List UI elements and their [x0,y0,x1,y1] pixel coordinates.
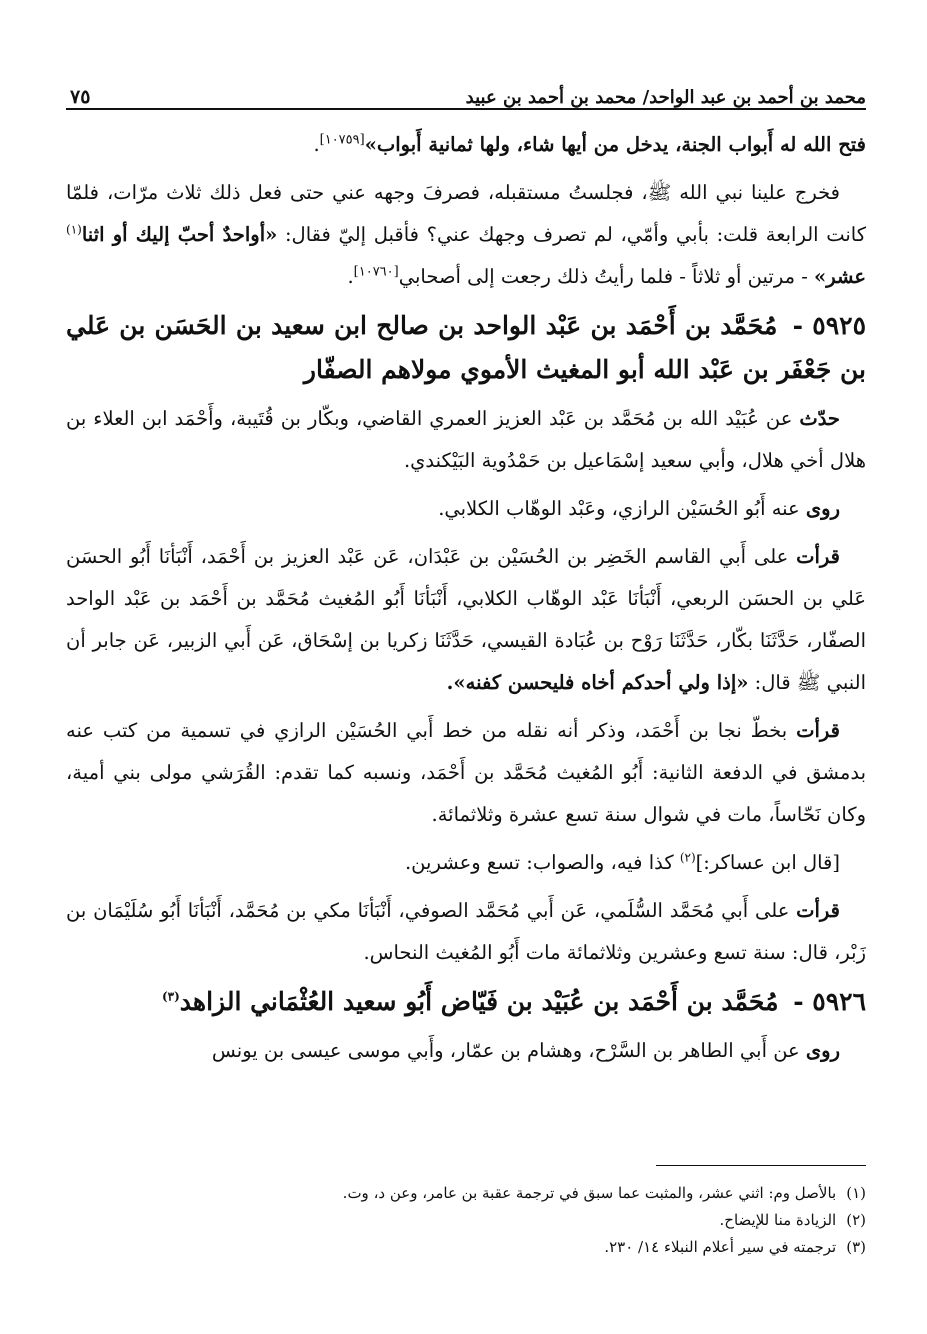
footnote-text: بالأصل وم: اثني عشر، والمثبت عما سبق في ترجمة عقبة بن عامر، وعن د، وت. [342,1184,837,1202]
paragraph-text: عنه أَبُو الحُسَيْن الرازي، وعَبْد الوهّاب الكلابي. [438,497,800,520]
entry-paragraph [66,488,866,530]
paragraph-lead: قرأت [796,899,840,922]
footnote [66,1234,866,1261]
paragraph-lead: روى [805,1039,840,1062]
entry-paragraph [66,398,866,482]
entry-paragraph [66,536,866,704]
paragraph-text: كذا فيه، والصواب: تسع وعشرين. [404,851,674,874]
narrative-text-end: - مرتين أو ثلاثاً - فلما رأيتُ ذلك رجعت إلى أصحابي [398,265,808,288]
entry-paragraph [66,890,866,974]
running-title: محمد بن أحمد بن عبد الواحد/ محمد بن أحمد بن عبيد [465,87,866,108]
footnote-divider [656,1165,866,1166]
page-header [66,70,866,110]
footnote [66,1180,866,1207]
paragraph-lead: روى [805,497,840,520]
footnotes [66,1180,866,1261]
book-page [66,70,867,1256]
paragraph-text: عن أَبي الطاهر بن السَّرْح، وهشام بن عمّار، وأَبي موسى عيسى بن يونس [211,1039,800,1062]
footnote-number: (٣) [846,1238,866,1256]
narrative-paragraph: فخرج علينا نبي الله ﷺ، فجلستُ مستقبله، فصرفَ وجهه عني حتى فعل ذلك ثلاث مرّات، فلمّا كانت الرابعة قلت: بأبي وأمّي، لم تصرف وجهك عني؟ فأقبل إليّ فقال: «أواحدٌ أحبّ إليك أو اثنا$^{(١)}$ عشر» - مرتين أو ثلاثاً - فلما رأيتُ ذلك رجعت إلى أصحابي[١٠٧٦٠]. [66,181,867,288]
footnote-text: الزيادة منا للإيضاح. [719,1211,837,1229]
footnote-marker: (٢) [679,850,696,865]
paragraph-text: على أَبي القاسم الخَضِر بن الحُسَيْن بن عَبْدَان، عَن عَبْد العزيز بن أَحْمَد، أَنْبَأنَا أَبُو الحسَن عَلي بن الحسَن الربعي، أَنْبَأنَا عَبْد الوهّاب الكلابي، أَنْبَأنَا أَبُو المُغيث مُحَمَّد بن أَحْمَد بن عَبْد الواحد الصفّار، حَدَّثَنَا بكّار، حَدَّثَنَا رَوْح بن عُبَادة القيسي، حَدَّثَنَا زكريا بن إسْحَاق، عَن أَبي الزبير، عَن جابر أن النبي ﷺ قال: [66,545,866,694]
entry-title: مُحَمَّد بن أَحْمَد بن عُبَيْد بن فَيّاض أَبُو سعيد العُثْمَاني الزاهد [179,987,779,1016]
paragraph-text: عن عُبَيْد الله بن مُحَمَّد بن عَبْد العزيز العمري القاضي، وبكّار بن قُتَيبة، وأَحْمَد ابن العلاء بن هلال أخي هلال، وأبي سعيد إسْمَاعيل بن حَمْدُوية البَيْكندي. [66,407,866,472]
footnote-number: (٢) [846,1211,866,1229]
hadith-quote: «أواحدٌ أحبّ إليك أو اثنا [81,223,278,246]
footnote-text: ترجمته في سير أعلام النبلاء ١٤/ ٢٣٠. [604,1238,837,1256]
footnote-number: (١) [846,1184,866,1202]
entry-number: ٥٩٢٦ - [793,987,866,1016]
narrative-text: فخرج علينا نبي الله ﷺ، فجلستُ مستقبله، فصرفَ وجهه عني حتى فعل ذلك ثلاث مرّات، فلمّا كانت الرابعة قلت: بأبي وأمّي، لم تصرف وجهك عني؟ فأقبل إليّ فقال: [66,181,867,246]
paragraph-lead: حدّث [799,407,840,430]
entry-paragraph [66,1030,866,1072]
intro-line: فتح الله له أَبواب الجنة، يدخل من أيها شاء، ولها ثمانية أَبواب»[١٠٧٥٩]. [313,132,866,156]
hadith-reference: [١٠٧٥٩] [319,132,365,148]
hadith-reference: [١٠٧٦٠] [353,264,399,280]
entry-title: مُحَمَّد بن أَحْمَد بن عَبْد الواحد بن صالح ابن سعيد بن الحَسَن بن عَلي بن جَعْفَر بن عَبْد الله أبو المغيث الأموي مولاهم الصفّار [66,311,866,384]
entry-number: ٥٩٢٥ - [792,311,866,340]
entry-heading-5925 [66,304,866,392]
entry-paragraph [66,710,866,836]
footnote-marker: (٣) [161,989,180,1004]
footnote-marker: (١) [66,222,82,237]
paragraph-lead: قرأت [796,719,840,742]
footnote [66,1207,866,1234]
entry-heading-5926 [66,980,866,1024]
paragraph-text: على أَبي مُحَمَّد السُّلَمي، عَن أَبي مُحَمَّد الصوفي، أَنْبَأنَا مكي بن مُحَمَّد، أَنْبَأنَا أَبُو سُلَيْمَان بن زَبْر، قال: سنة تسع وعشرين وثلاثمائة مات أَبُو المُغيث النحاس. [66,899,866,964]
paragraph-lead: قرأت [796,545,840,568]
editor-note: [قال ابن عساكر:] [695,851,840,874]
page-body [66,124,866,1072]
hadith-quote-end: عشر» [814,265,866,288]
hadith-quote: «إذا ولي أحدكم أخاه فليحسن كفنه». [446,671,749,694]
paragraph-text: بخطّ نجا بن أَحْمَد، وذكر أنه نقله من خط أَبي الحُسَيْن الرازي في تسمية من كتب عنه بدمشق في الدفعة الثانية: أَبُو المُغيث مُحَمَّد بن أَحْمَد، ونسبه كما تقدم: القُرَشي مولى بني أمية، وكان نَحّاساً، مات في شوال سنة تسع عشرة وثلاثمائة. [66,719,866,826]
entry-paragraph [66,842,866,884]
page-number: ٧٥ [70,86,91,108]
hadith-text: فتح الله له أَبواب الجنة، يدخل من أيها شاء، ولها ثمانية أَبواب» [364,133,866,156]
